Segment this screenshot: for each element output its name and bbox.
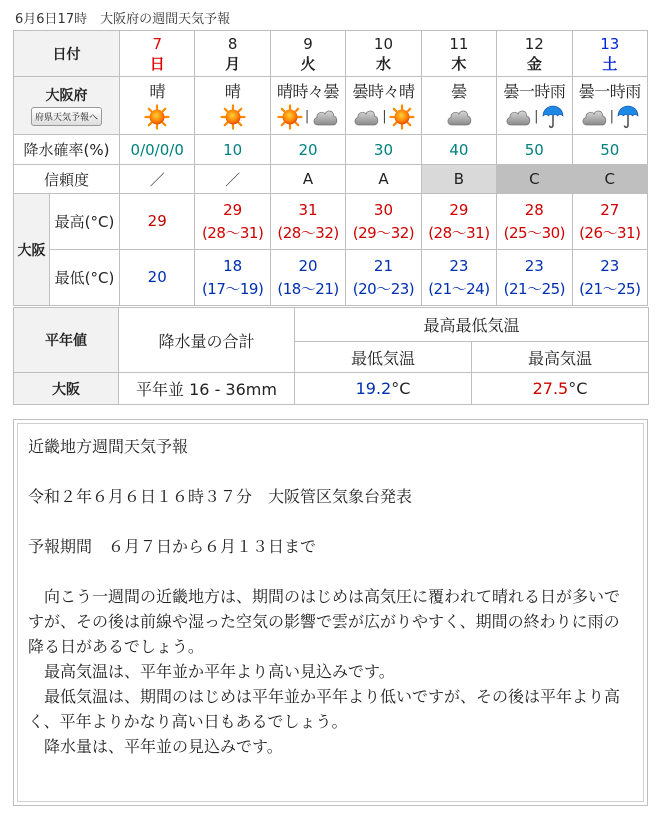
max-temp-row — [14, 194, 648, 250]
icon-separator: | — [382, 109, 387, 124]
city-header: 大阪 — [14, 194, 50, 306]
weather-cell: 晴 — [195, 77, 270, 135]
min-temp-row — [14, 250, 648, 306]
date-cell: 10 水 — [346, 31, 421, 77]
min-normal-value: 19.2°C — [295, 373, 472, 405]
max-temp-cell: 31 (28〜32) — [270, 194, 345, 250]
pop-cell: 0/0/0/0 — [120, 135, 195, 165]
min-normal-header: 最低気温 — [295, 342, 472, 373]
reliability-cell: A — [270, 165, 345, 194]
reliability-cell: B — [421, 165, 496, 194]
reliability-cell: ／ — [120, 165, 195, 194]
forecast-text-box — [13, 419, 648, 806]
date-cell: 7 日 — [120, 31, 195, 77]
cloud-icon — [504, 105, 532, 129]
text-issued: 令和２年６月６日１６時３７分 大阪管区気象台発表 — [28, 487, 413, 506]
min-temp-label: 最低(°C) — [50, 250, 120, 306]
sun-icon — [389, 104, 415, 130]
pop-cell: 50 — [497, 135, 572, 165]
forecast-text — [17, 423, 644, 802]
min-temp-cell: 21 (20〜23) — [346, 250, 421, 306]
cloud-icon — [445, 105, 473, 129]
pop-label: 降水確率(%) — [14, 135, 120, 165]
pop-cell: 20 — [270, 135, 345, 165]
date-cell: 9 火 — [270, 31, 345, 77]
umbrella-icon — [616, 104, 640, 130]
precip-header: 降水量の合計 — [119, 308, 295, 373]
precip-normal-value: 平年並 16 - 36mm — [119, 373, 295, 405]
max-normal-header: 最高気温 — [472, 342, 649, 373]
date-cell: 11 木 — [421, 31, 496, 77]
date-header: 日付 — [14, 31, 120, 77]
text-para-1: 向こう一週間の近畿地方は、期間のはじめは高気圧に覆われて晴れる日が多いですが、その後は前線や湿った空気の影響で雲が広がりやすく、期間の終わりに雨の降る日があるでしょう。 — [28, 587, 621, 656]
pop-cell: 50 — [572, 135, 647, 165]
icon-separator: | — [609, 109, 614, 124]
normals-value-row — [14, 373, 649, 405]
reliability-row — [14, 165, 648, 194]
cloud-icon — [580, 105, 608, 129]
prefecture-forecast-button[interactable]: 府県天気予報へ — [31, 107, 102, 126]
normals-table — [13, 307, 649, 405]
weather-row — [14, 77, 648, 135]
max-temp-cell: 29 (28〜31) — [195, 194, 270, 250]
region-label: 大阪府 — [45, 88, 88, 104]
cloud-icon — [352, 105, 380, 129]
weather-cell: 晴 — [120, 77, 195, 135]
min-temp-cell: 23 (21〜24) — [421, 250, 496, 306]
reliability-cell: A — [346, 165, 421, 194]
max-temp-label: 最高(°C) — [50, 194, 120, 250]
pop-cell: 10 — [195, 135, 270, 165]
max-temp-cell: 28 (25〜30) — [497, 194, 572, 250]
min-temp-cell: 20 — [120, 250, 195, 306]
max-temp-cell: 27 (26〜31) — [572, 194, 647, 250]
date-cell: 12 金 — [497, 31, 572, 77]
date-cell: 8 月 — [195, 31, 270, 77]
reliability-cell: C — [497, 165, 572, 194]
min-temp-cell: 23 (21〜25) — [497, 250, 572, 306]
umbrella-icon — [541, 104, 565, 130]
text-title: 近畿地方週間天気予報 — [28, 437, 189, 456]
reliability-cell: ／ — [195, 165, 270, 194]
weather-cell: 晴時々曇 | — [270, 77, 345, 135]
max-normal-value: 27.5°C — [472, 373, 649, 405]
normals-header: 平年値 — [14, 308, 119, 373]
pop-cell: 30 — [346, 135, 421, 165]
text-period: 予報期間 ６月７日から６月１３日まで — [28, 537, 317, 556]
text-para-3: 最低気温は、期間のはじめは平年並か平年より低いですが、その後は平年より高く、平年よりかなり高い日もあるでしょう。 — [28, 687, 621, 731]
max-temp-cell: 30 (29〜32) — [346, 194, 421, 250]
cloud-icon — [311, 105, 339, 129]
min-temp-cell: 18 (17〜19) — [195, 250, 270, 306]
weather-cell: 曇 — [421, 77, 496, 135]
page-caption: 6月6日17時 大阪府の週間天気予報 — [15, 12, 231, 27]
text-para-2: 最高気温は、平年並か平年より高い見込みです。 — [28, 662, 395, 681]
weather-cell: 曇一時雨 | — [497, 77, 572, 135]
pop-row — [14, 135, 648, 165]
text-para-4: 降水量は、平年並の見込みです。 — [28, 737, 283, 756]
icon-separator: | — [534, 109, 539, 124]
normals-header-row — [14, 308, 649, 342]
normals-city: 大阪 — [14, 373, 119, 405]
sun-icon — [144, 104, 170, 130]
min-temp-cell: 20 (18〜21) — [270, 250, 345, 306]
date-row — [14, 31, 648, 77]
max-temp-cell: 29 — [120, 194, 195, 250]
sun-icon — [220, 104, 246, 130]
max-temp-cell: 29 (28〜31) — [421, 194, 496, 250]
min-temp-cell: 23 (21〜25) — [572, 250, 647, 306]
weather-cell: 曇時々晴 | — [346, 77, 421, 135]
reliability-label: 信頼度 — [14, 165, 120, 194]
pop-cell: 40 — [421, 135, 496, 165]
region-header — [14, 77, 120, 135]
date-cell: 13 土 — [572, 31, 647, 77]
icon-separator: | — [304, 109, 310, 124]
reliability-cell: C — [572, 165, 647, 194]
temp-header: 最高最低気温 — [295, 308, 649, 342]
weather-cell: 曇一時雨 | — [572, 77, 647, 135]
sun-icon — [277, 104, 303, 130]
weekly-forecast-table — [13, 30, 648, 306]
